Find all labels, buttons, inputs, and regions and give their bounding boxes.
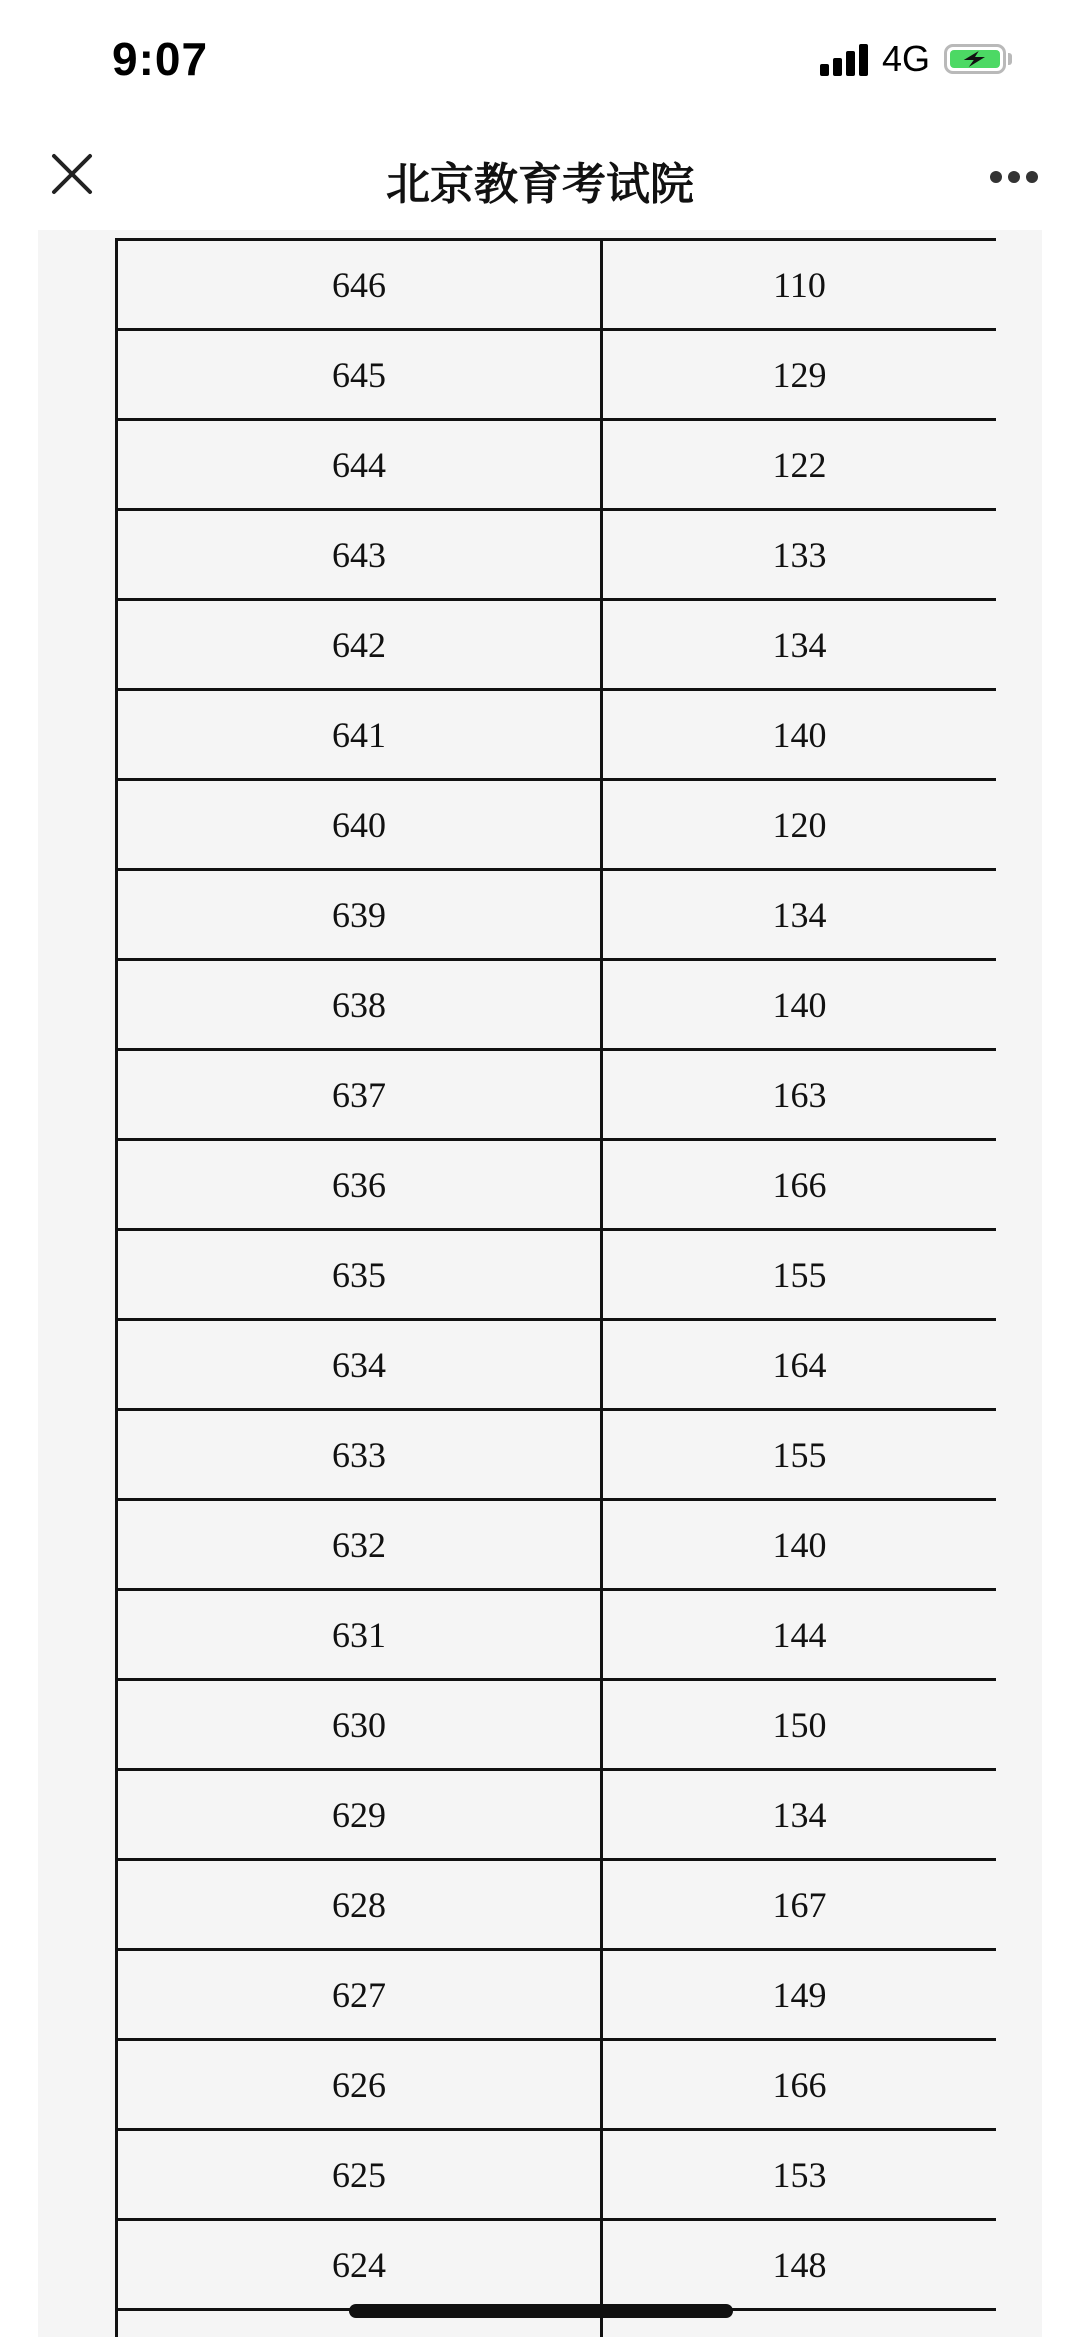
- battery-cap: [1008, 53, 1012, 65]
- score-cell: 636: [115, 1141, 603, 1228]
- count-cell: 133: [772, 534, 827, 575]
- more-icon: [990, 171, 1002, 183]
- content-area[interactable]: [38, 230, 1042, 2337]
- table-row: [115, 1228, 996, 1318]
- network-type: 4G: [882, 38, 931, 79]
- count-cell: 122: [772, 444, 827, 485]
- count-cell: 140: [772, 714, 827, 755]
- count-cell: 164: [772, 1344, 827, 1385]
- table-row: [115, 508, 996, 598]
- page-title: 北京教育考试院: [386, 160, 694, 209]
- table-row: [115, 1858, 996, 1948]
- count-cell: 155: [772, 1254, 827, 1295]
- count-cell: 110: [773, 264, 826, 305]
- table-row: [115, 1408, 996, 1498]
- score-cell: 627: [115, 1951, 603, 2038]
- count-cell: 163: [772, 1074, 827, 1115]
- count-cell: 140: [772, 1524, 827, 1565]
- table-row: [115, 868, 996, 958]
- more-button[interactable]: [982, 150, 1046, 200]
- score-cell: 632: [115, 1501, 603, 1588]
- score-cell: 639: [115, 871, 603, 958]
- score-cell: 644: [115, 421, 603, 508]
- count-cell: 167: [772, 1884, 827, 1925]
- score-cell: 641: [115, 691, 603, 778]
- home-indicator[interactable]: [349, 2304, 733, 2318]
- status-time: 9:07: [112, 33, 209, 85]
- score-cell: 646: [115, 241, 603, 328]
- table-row: [115, 2038, 996, 2128]
- battery-charging-icon: [944, 44, 1006, 74]
- table-row: [115, 238, 996, 328]
- table-row: [115, 1318, 996, 1408]
- score-cell: 637: [115, 1051, 603, 1138]
- count-cell: 140: [772, 984, 827, 1025]
- signal-icon: [820, 42, 872, 76]
- score-cell: 638: [115, 961, 603, 1048]
- score-cell: 625: [115, 2131, 603, 2218]
- table-row: [115, 1948, 996, 2038]
- count-cell: 148: [772, 2244, 827, 2285]
- table-row: [115, 1498, 996, 1588]
- table-row: [115, 1678, 996, 1768]
- table-row: [115, 688, 996, 778]
- count-cell: 134: [772, 894, 827, 935]
- score-cell: 624: [115, 2221, 603, 2308]
- score-cell: 642: [115, 601, 603, 688]
- score-cell: 630: [115, 1681, 603, 1768]
- score-cell: 629: [115, 1771, 603, 1858]
- count-cell: 166: [772, 1164, 827, 1205]
- score-cell: 631: [115, 1591, 603, 1678]
- count-cell: 134: [772, 1794, 827, 1835]
- status-bar: [0, 0, 1080, 120]
- nav-bar: [0, 120, 1080, 230]
- table-row: [115, 1768, 996, 1858]
- score-cell: 643: [115, 511, 603, 598]
- count-cell: 150: [772, 1704, 827, 1745]
- table-row: [115, 1138, 996, 1228]
- table-row: [115, 2128, 996, 2218]
- table-row: [115, 2218, 996, 2308]
- count-cell: 120: [772, 804, 827, 845]
- score-cell: 645: [115, 331, 603, 418]
- count-cell: 144: [772, 1614, 827, 1655]
- count-cell: 149: [772, 1974, 827, 2015]
- score-cell: 640: [115, 781, 603, 868]
- count-cell: 153: [772, 2154, 827, 2195]
- table-row: [115, 598, 996, 688]
- score-cell: 634: [115, 1321, 603, 1408]
- table-row: [115, 1588, 996, 1678]
- table-row: [115, 778, 996, 868]
- table-row: [115, 958, 996, 1048]
- count-cell: 129: [772, 354, 827, 395]
- table-row: [115, 1048, 996, 1138]
- table-row: [115, 418, 996, 508]
- score-table: [115, 238, 996, 2337]
- count-cell: 134: [772, 624, 827, 665]
- count-cell: 155: [772, 1434, 827, 1475]
- score-cell: 626: [115, 2041, 603, 2128]
- score-cell: 633: [115, 1411, 603, 1498]
- score-cell: 628: [115, 1861, 603, 1948]
- count-cell: 166: [772, 2064, 827, 2105]
- score-cell: 635: [115, 1231, 603, 1318]
- table-row: [115, 328, 996, 418]
